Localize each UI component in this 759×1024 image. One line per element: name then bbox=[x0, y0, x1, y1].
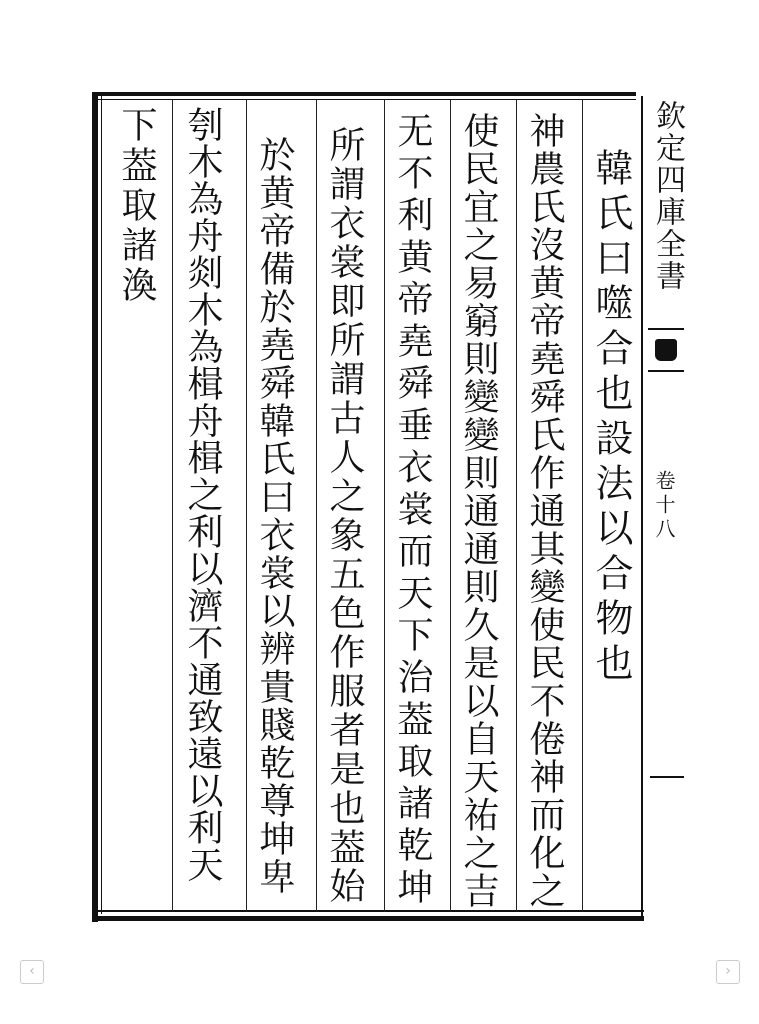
column-separator bbox=[582, 100, 583, 912]
banxin-rule bbox=[650, 776, 684, 778]
banxin-title: 欽定四庫全書 bbox=[650, 100, 685, 292]
text-column-8: 下葢取諸渙 bbox=[116, 106, 157, 306]
text-column-5: 所謂衣裳即所謂古人之象五色作服者是也葢始 bbox=[324, 126, 365, 906]
frame-bottom-thick-rule bbox=[96, 916, 644, 921]
frame-left-inner-rule bbox=[101, 96, 102, 914]
frame-bottom-rule bbox=[96, 910, 644, 912]
text-column-1: 韓氏曰噬合也設法以合物也 bbox=[589, 148, 633, 688]
frame-top-inner-rule bbox=[96, 99, 636, 100]
frame-top-rule bbox=[96, 92, 636, 96]
frame-right-rule bbox=[641, 96, 643, 916]
fish-tail-block bbox=[655, 339, 677, 361]
frame-left-thick-rule bbox=[92, 92, 98, 922]
text-column-2: 神農氏沒黄帝堯舜氏作通其變使民不倦神而化之 bbox=[524, 112, 565, 910]
text-column-4: 无不利黄帝堯舜垂衣裳而天下治葢取諸乾坤 bbox=[392, 112, 433, 910]
column-separator bbox=[384, 100, 385, 912]
column-separator bbox=[172, 100, 173, 912]
column-separator bbox=[316, 100, 317, 912]
text-column-6: 於黄帝備於堯舜韓氏曰衣裳以辨貴賤乾尊坤卑 bbox=[254, 136, 295, 896]
prev-page-button[interactable]: ‹ bbox=[20, 960, 44, 984]
fish-tail-mark-icon bbox=[648, 328, 684, 372]
column-separator bbox=[246, 100, 247, 912]
next-page-button[interactable]: › bbox=[716, 960, 740, 984]
column-separator bbox=[450, 100, 451, 912]
banxin-juan-number: 卷十八 bbox=[652, 470, 676, 542]
column-separator bbox=[516, 100, 517, 912]
text-column-3: 使民宜之易窮則變變則通通則久是以自天祐之吉 bbox=[458, 112, 499, 910]
text-column-7: 刳木為舟剡木為楫舟楫之利以濟不通致遠以利天 bbox=[182, 106, 223, 883]
